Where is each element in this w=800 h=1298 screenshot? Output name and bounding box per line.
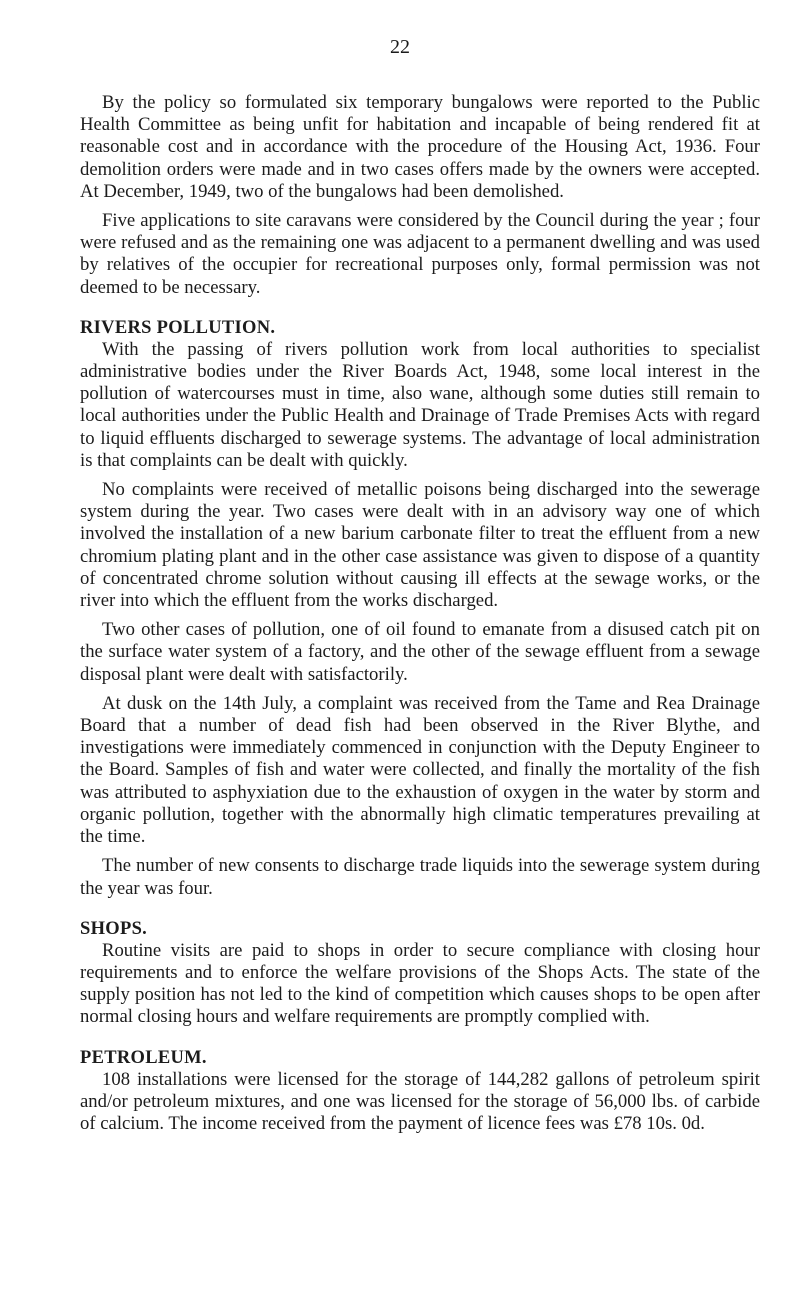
page-number: 22: [390, 36, 410, 58]
petroleum-paragraph-1: 108 installations were licensed for the storage of 144,282 gallons of petroleum spirit and/or petroleum mixtures, and one was licensed for the storage of 56,000 lbs. of carbide of calcium. The income received from the payment of licence fees was £78 10s. 0d.: [80, 1068, 760, 1134]
petroleum-heading: PETROLEUM.: [80, 1047, 207, 1068]
rivers-pollution-paragraph-3: Two other cases of pollution, one of oil found to emanate from a disused catch pit on the surface water system of a factory, and the other of the sewage effluent from a sewage disposal plant were dealt with satisfactorily.: [80, 619, 760, 685]
shops-paragraph-1: Routine visits are paid to shops in order to secure compliance with closing hour requirements and to enforce the welfare provisions of the Shops Acts. The state of the supply position has not led to the kind of competition which causes shops to be open after normal closing hours and welfare requirements are promptly complied with.: [80, 939, 760, 1028]
intro-paragraph-2: Five applications to site caravans were considered by the Council during the year ; four were refused and as the remaining one was adjacent to a permanent dwelling and was used by relatives of the occupier for recreational purposes only, formal permission was not deemed to be necessary.: [80, 210, 760, 298]
intro-paragraph-1: By the policy so formulated six temporary bungalows were reported to the Public Health Committee as being unfit for habitation and incapable of being rendered fit at reasonable cost and in accordance with the procedure of the Housing Act, 1936. Four demolition orders were made and in two cases offers made by the owners were accepted. At December, 1949, two of the bungalows had been demolished.: [80, 92, 760, 202]
shops-heading: SHOPS.: [80, 918, 148, 939]
rivers-pollution-heading: RIVERS POLLUTION.: [80, 317, 276, 338]
rivers-pollution-paragraph-4: At dusk on the 14th July, a complaint was received from the Tame and Rea Drainage Board that a number of dead fish had been observed in the River Blythe, and investigations were immediately commenced in conjunction with the Deputy Engineer to the Board. Samples of fish and water were collected, and finally the mortality of the fish was attributed to asphyxiation due to the exhaustion of oxygen in the water by storm and organic pollution, together with the abnormally high climatic temperatures prevailing at the time.: [80, 692, 760, 848]
page-content: [80, 92, 760, 1135]
rivers-pollution-paragraph-1: With the passing of rivers pollution work from local authorities to specialist administrative bodies under the River Boards Act, 1948, some local interest in the pollution of watercourses must in time, also wane, although some duties still remain to local authorities under the Public Health and Drainage of Trade Premises Acts with regard to liquid effluents discharged to sewerage systems. The advantage of local administration is that complaints can be dealt with quickly.: [80, 338, 760, 471]
rivers-pollution-paragraph-5: The number of new consents to discharge trade liquids into the sewerage system during the year was four.: [80, 855, 760, 899]
rivers-pollution-paragraph-2: No complaints were received of metallic poisons being discharged into the sewerage system during the year. Two cases were dealt with in an advisory way one of which involved the installation of a new barium carbonate filter to treat the effluent from a new chromium plating plant and in the other case assistance was given to dispose of a quantity of concentrated chrome solution without causing ill effects at the sewage works, or the river into which the effluent from the works discharged.: [80, 479, 760, 612]
